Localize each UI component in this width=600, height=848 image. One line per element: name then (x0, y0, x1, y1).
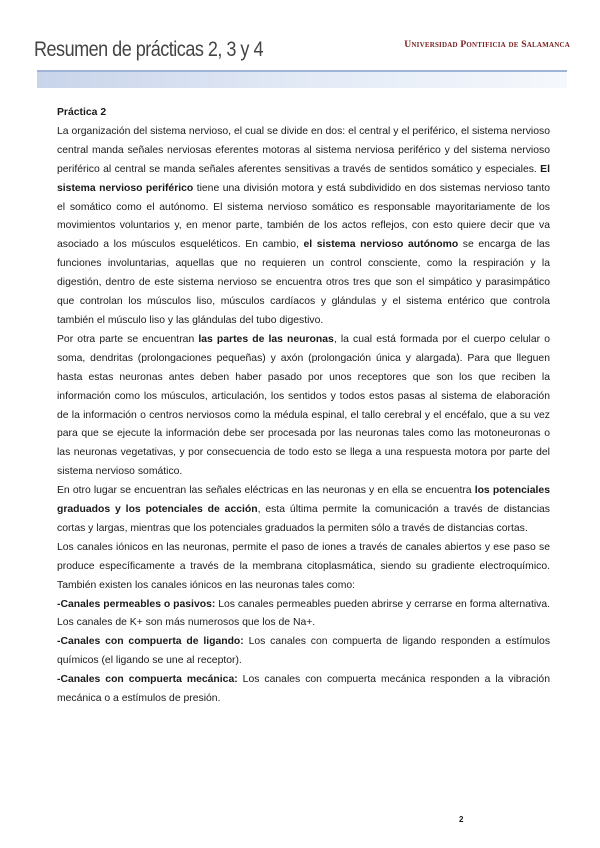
university-name: Universidad Pontificia de Salamanca (404, 39, 570, 50)
text-run: Los canales con compuerta mecánica responden a la vibración mecánica o a estímulos de presión. (57, 674, 550, 705)
bold-term: las partes de las neuronas (198, 333, 334, 345)
header-band (37, 72, 567, 88)
text-run: , esta última permite la comunicación a través de distancias cortas y largas, mientras que los potenciales graduados la permiten sólo a través de distancias cortas. (57, 504, 550, 534)
section-title: Práctica 2 (57, 107, 107, 118)
text-run: Los canales con compuerta de ligando responden a estímulos químicos (el ligando se une al receptor). (57, 636, 551, 667)
bold-term: los potenciales graduados y los potenciales de acción (57, 485, 550, 516)
document-body (57, 104, 550, 709)
bold-term: -Canales permeables o pasivos: (57, 598, 216, 610)
text-run: , la cual está formada por el cuerpo celular o soma, dendritas (prolongaciones pequeñas) y axón (prolongación única y alargada). Para que lleguen hasta estas neuronas antes deben haber pasado por unos receptores que son los que reciben la información como los músculos, articulación, los sentidos y todos estos pasas al sistema de elaboración de la información o centros nerviosos como la médula espinal, el tallo cerebral y el encéfalo, que a su vez para que se ejecute la información debe ser procesada por las neuronas tales como las motoneuronas o las neuronas vegetativas, y por consecuencia de todo esto se llega a una respuesta motora por parte del sistema nervioso somático. (57, 333, 550, 478)
header-title: Resumen de prácticas 2, 3 y 4 (34, 38, 263, 61)
text-run: En otro lugar se encuentran las señales eléctricas en las neuronas y en ella se encuentra (57, 485, 475, 497)
list-item-canales-ligando (57, 633, 550, 671)
text-run: Los canales iónicos en las neuronas, permite el paso de iones a través de canales abiertos y ese paso se produce específicamente a través de la membrana citoplasmática, siendo su gradiente electroquímico. También existen los canales iónicos en las neuronas tales como: (57, 541, 550, 591)
text-run: Por otra parte se encuentran (57, 333, 199, 345)
paragraph-canales-ionicos (57, 539, 550, 596)
bold-term: El sistema nervioso periférico (57, 163, 550, 194)
paragraph-sistema-nervioso (57, 123, 550, 331)
text-run: La organización del sistema nervioso, el cual se divide en dos: el central y el periférico, el sistema nervioso central manda señales nerviosas eferentes motoras al sistema nerviosa periférico y del sistema nervioso periférico al central se manda señales aferentes sensitivas a través de sentidos somático y especiales. (57, 125, 550, 175)
bold-term: -Canales con compuerta de ligando: (57, 636, 244, 648)
bold-term: -Canales con compuerta mecánica: (57, 674, 238, 686)
list-item-canales-permeables (57, 596, 550, 634)
text-run: se encarga de las funciones involuntarias, aquellas que no requieren un control consciente, como la respiración y la digestión, dentro de este sistema nervioso se encuentra otros tres que son el simpático y parasimpático que controlan los músculos liso, músculos cardíacos y glándulas y el sistema entérico que controla también el músculo liso y las glándulas del tubo digestivo. (57, 239, 550, 326)
text-run: Los canales permeables pueden abrirse y cerrarse en forma alternativa. Los canales de K+ son más numerosos que los de Na+. (57, 598, 551, 629)
paragraph-partes-neuronas (57, 331, 550, 482)
page-number: 2 (459, 815, 464, 824)
text-run: tiene una división motora y está subdividido en dos sistemas nervioso tanto el somático como el autónomo. El sistema nervioso somático es responsable mayoritariamente de los movimientos voluntarios y, en menor parte, también de los actos reflejos, con esto quiere decir que va asociado a los músculos esqueléticos. En cambio, (57, 182, 551, 251)
bold-term: el sistema nervioso autónomo (303, 239, 459, 251)
page-header (0, 0, 600, 90)
paragraph-potenciales (57, 482, 550, 539)
list-item-canales-mecanica (57, 671, 550, 709)
